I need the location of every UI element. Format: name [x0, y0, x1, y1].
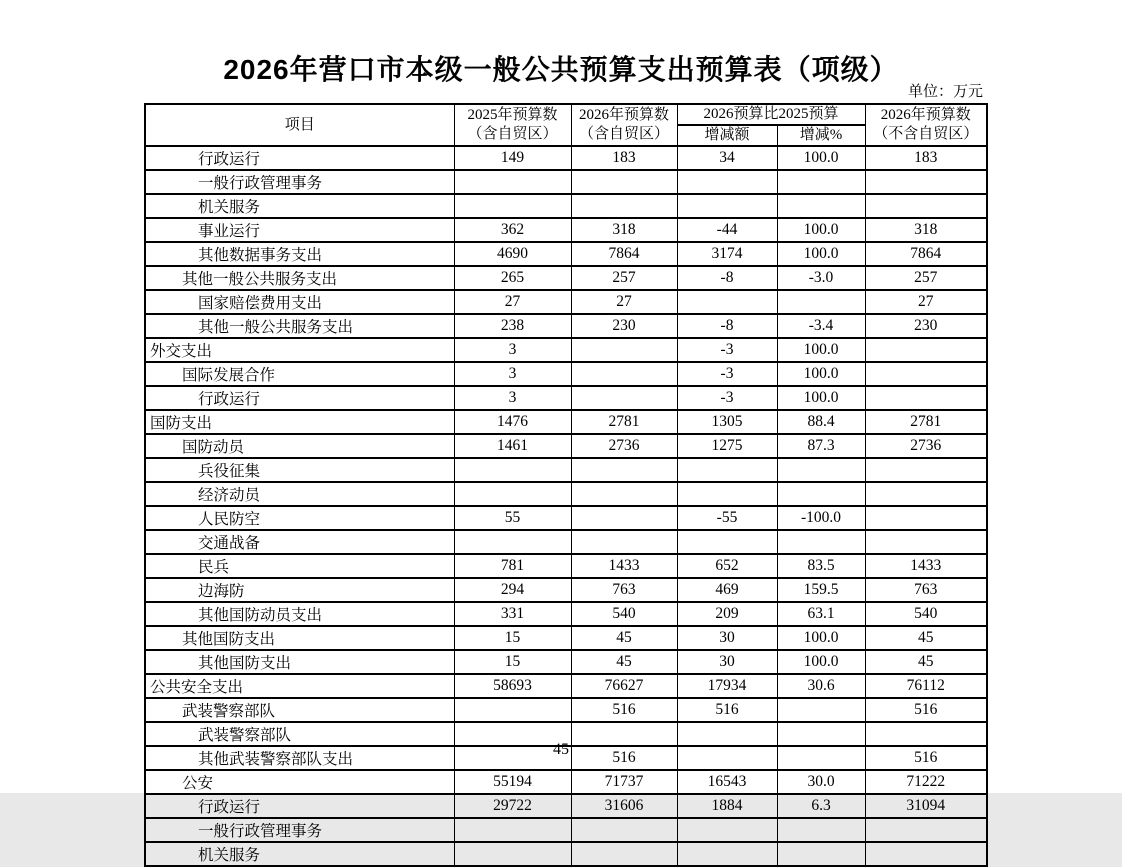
item-cell: 公安 [145, 770, 454, 794]
item-cell: 其他国防支出 [145, 626, 454, 650]
cell-2025-incl: 15 [454, 650, 571, 674]
item-cell: 行政运行 [145, 146, 454, 170]
table-row [145, 170, 987, 194]
table-row [145, 698, 987, 722]
item-cell: 民兵 [145, 554, 454, 578]
cell-2025-incl [454, 482, 571, 506]
item-cell: 机关服务 [145, 194, 454, 218]
cell-2026-excl [865, 170, 987, 194]
cell-pct: 100.0 [777, 650, 865, 674]
cell-2025-incl: 362 [454, 218, 571, 242]
cell-pct: -3.0 [777, 266, 865, 290]
table-row [145, 218, 987, 242]
cell-delta [677, 530, 777, 554]
cell-pct: 100.0 [777, 362, 865, 386]
cell-2026-excl: 76112 [865, 674, 987, 698]
cell-2026-incl: 516 [571, 698, 677, 722]
col-header-2025-incl [454, 104, 571, 146]
cell-2026-excl [865, 386, 987, 410]
cell-2026-excl: 183 [865, 146, 987, 170]
item-cell: 其他数据事务支出 [145, 242, 454, 266]
cell-delta: 34 [677, 146, 777, 170]
item-cell: 边海防 [145, 578, 454, 602]
table-row [145, 482, 987, 506]
cell-pct [777, 290, 865, 314]
cell-2025-incl: 3 [454, 362, 571, 386]
cell-pct [777, 482, 865, 506]
cell-2025-incl: 781 [454, 554, 571, 578]
item-cell: 其他武装警察部队支出 [145, 746, 454, 770]
cell-2026-excl [865, 458, 987, 482]
col-header-2026-excl [865, 104, 987, 146]
cell-delta: 516 [677, 698, 777, 722]
cell-2026-incl: 7864 [571, 242, 677, 266]
item-cell: 外交支出 [145, 338, 454, 362]
cell-2025-incl: 331 [454, 602, 571, 626]
cell-pct: -3.4 [777, 314, 865, 338]
cell-delta [677, 170, 777, 194]
table-row [145, 146, 987, 170]
cell-delta: -44 [677, 218, 777, 242]
cell-delta [677, 290, 777, 314]
cell-pct [777, 170, 865, 194]
item-cell: 其他一般公共服务支出 [145, 266, 454, 290]
cell-pct: 100.0 [777, 626, 865, 650]
cell-2026-excl [865, 338, 987, 362]
item-cell: 国防动员 [145, 434, 454, 458]
cell-2026-excl: 2781 [865, 410, 987, 434]
cell-2026-incl: 230 [571, 314, 677, 338]
cell-2025-incl: 3 [454, 386, 571, 410]
cell-2026-excl: 763 [865, 578, 987, 602]
cell-2026-incl: 318 [571, 218, 677, 242]
cell-2025-incl [454, 842, 571, 866]
cell-2026-incl [571, 818, 677, 842]
cell-pct: 6.3 [777, 794, 865, 818]
cell-pct [777, 458, 865, 482]
cell-delta [677, 818, 777, 842]
table-row [145, 650, 987, 674]
cell-2026-incl: 516 [571, 746, 677, 770]
cell-2026-excl: 71222 [865, 770, 987, 794]
cell-2026-incl: 1433 [571, 554, 677, 578]
cell-pct: 100.0 [777, 242, 865, 266]
col-header-pct: 增减% [777, 125, 865, 146]
table-row [145, 458, 987, 482]
cell-delta [677, 194, 777, 218]
item-cell: 人民防空 [145, 506, 454, 530]
item-cell: 经济动员 [145, 482, 454, 506]
cell-2026-excl [865, 530, 987, 554]
item-cell: 兵役征集 [145, 458, 454, 482]
cell-pct: 100.0 [777, 338, 865, 362]
item-cell: 行政运行 [145, 794, 454, 818]
cell-2025-incl [454, 458, 571, 482]
col-header-2025-incl-line1: 2025年预算数 [467, 107, 558, 123]
col-header-2025-incl-line2: （含自贸区） [467, 126, 558, 142]
table-row [145, 554, 987, 578]
table-row [145, 194, 987, 218]
col-header-2026-excl-line2: （不含自贸区） [873, 126, 979, 142]
cell-pct: 159.5 [777, 578, 865, 602]
cell-2025-incl: 58693 [454, 674, 571, 698]
cell-delta [677, 458, 777, 482]
cell-pct [777, 194, 865, 218]
cell-delta: 1305 [677, 410, 777, 434]
item-cell: 行政运行 [145, 386, 454, 410]
cell-2026-excl: 230 [865, 314, 987, 338]
cell-pct: 100.0 [777, 146, 865, 170]
cell-2026-incl [571, 458, 677, 482]
item-cell: 其他国防动员支出 [145, 602, 454, 626]
item-cell: 其他一般公共服务支出 [145, 314, 454, 338]
table-row [145, 674, 987, 698]
cell-2026-incl: 71737 [571, 770, 677, 794]
cell-delta: -55 [677, 506, 777, 530]
cell-delta: -8 [677, 314, 777, 338]
col-header-2026-excl-line1: 2026年预算数 [880, 107, 971, 123]
cell-2026-excl: 540 [865, 602, 987, 626]
cell-2025-incl: 55194 [454, 770, 571, 794]
table-row [145, 338, 987, 362]
cell-2026-incl [571, 482, 677, 506]
cell-pct: 83.5 [777, 554, 865, 578]
cell-delta: -3 [677, 386, 777, 410]
item-cell: 国防支出 [145, 410, 454, 434]
table-row [145, 266, 987, 290]
page-number: 45 [553, 741, 569, 758]
unit-label: 单位：万元 [907, 84, 983, 100]
cell-2026-excl: 27 [865, 290, 987, 314]
cell-2026-excl: 516 [865, 746, 987, 770]
cell-2026-incl: 76627 [571, 674, 677, 698]
cell-2025-incl: 238 [454, 314, 571, 338]
cell-delta: 469 [677, 578, 777, 602]
cell-2025-incl [454, 818, 571, 842]
cell-pct [777, 818, 865, 842]
col-header-compare-group: 2026预算比2025预算 [677, 104, 865, 125]
col-header-2026-incl-line1: 2026年预算数 [578, 107, 669, 123]
cell-2026-incl [571, 386, 677, 410]
cell-2025-incl [454, 530, 571, 554]
table-row [145, 626, 987, 650]
cell-pct: 100.0 [777, 386, 865, 410]
item-cell: 其他国防支出 [145, 650, 454, 674]
cell-2026-incl [571, 506, 677, 530]
table-row [145, 362, 987, 386]
item-cell: 一般行政管理事务 [145, 170, 454, 194]
cell-2026-incl [571, 194, 677, 218]
cell-2026-incl [571, 338, 677, 362]
cell-2026-incl: 45 [571, 650, 677, 674]
cell-delta: 17934 [677, 674, 777, 698]
cell-2026-incl: 763 [571, 578, 677, 602]
item-cell: 武装警察部队 [145, 722, 454, 746]
cell-pct [777, 698, 865, 722]
cell-pct: 87.3 [777, 434, 865, 458]
cell-delta: 3174 [677, 242, 777, 266]
cell-2026-incl: 2781 [571, 410, 677, 434]
cell-2026-excl: 2736 [865, 434, 987, 458]
cell-2025-incl: 294 [454, 578, 571, 602]
cell-2026-excl: 45 [865, 626, 987, 650]
table-row [145, 818, 987, 842]
cell-pct: 100.0 [777, 218, 865, 242]
cell-2025-incl: 149 [454, 146, 571, 170]
cell-2026-incl: 257 [571, 266, 677, 290]
cell-delta: -3 [677, 338, 777, 362]
cell-2026-incl [571, 842, 677, 866]
table-row [145, 578, 987, 602]
table-row [145, 794, 987, 818]
cell-delta: -3 [677, 362, 777, 386]
col-header-delta: 增减额 [677, 125, 777, 146]
cell-2025-incl [454, 170, 571, 194]
cell-2026-excl: 31094 [865, 794, 987, 818]
cell-2026-incl: 45 [571, 626, 677, 650]
cell-pct [777, 842, 865, 866]
cell-2026-incl [571, 362, 677, 386]
cell-delta: 30 [677, 626, 777, 650]
cell-2025-incl [454, 698, 571, 722]
item-cell: 公共安全支出 [145, 674, 454, 698]
cell-2025-incl: 4690 [454, 242, 571, 266]
item-cell: 国际发展合作 [145, 362, 454, 386]
table-row [145, 290, 987, 314]
cell-2026-excl: 45 [865, 650, 987, 674]
cell-2026-excl: 516 [865, 698, 987, 722]
cell-delta: -8 [677, 266, 777, 290]
table-row [145, 530, 987, 554]
col-header-item: 项目 [145, 104, 454, 146]
item-cell: 一般行政管理事务 [145, 818, 454, 842]
cell-delta: 30 [677, 650, 777, 674]
cell-delta: 209 [677, 602, 777, 626]
cell-pct: 63.1 [777, 602, 865, 626]
cell-pct: -100.0 [777, 506, 865, 530]
table-row [145, 242, 987, 266]
cell-2025-incl: 265 [454, 266, 571, 290]
cell-delta: 1884 [677, 794, 777, 818]
cell-pct: 30.6 [777, 674, 865, 698]
table-row [145, 506, 987, 530]
header-row-1 [145, 104, 987, 125]
table-row [145, 770, 987, 794]
item-cell: 机关服务 [145, 842, 454, 866]
cell-2026-excl [865, 194, 987, 218]
cell-2026-excl [865, 362, 987, 386]
cell-2026-incl: 540 [571, 602, 677, 626]
cell-2026-excl [865, 842, 987, 866]
page-title: 2026年营口市本级一般公共预算支出预算表（项级） [223, 54, 899, 85]
cell-2026-incl: 183 [571, 146, 677, 170]
cell-delta [677, 842, 777, 866]
cell-2026-excl: 1433 [865, 554, 987, 578]
cell-2026-incl [571, 530, 677, 554]
table-row [145, 314, 987, 338]
budget-table-header [145, 104, 987, 146]
cell-2026-excl [865, 818, 987, 842]
cell-2025-incl: 3 [454, 338, 571, 362]
cell-2026-excl [865, 506, 987, 530]
col-header-2026-incl-line2: （含自贸区） [578, 126, 669, 142]
cell-2025-incl: 55 [454, 506, 571, 530]
table-row [145, 842, 987, 866]
table-row [145, 410, 987, 434]
cell-2025-incl [454, 194, 571, 218]
item-cell: 国家赔偿费用支出 [145, 290, 454, 314]
cell-2026-excl: 318 [865, 218, 987, 242]
item-cell: 事业运行 [145, 218, 454, 242]
cell-pct: 30.0 [777, 770, 865, 794]
cell-2026-excl: 257 [865, 266, 987, 290]
cell-delta: 16543 [677, 770, 777, 794]
cell-2026-incl [571, 170, 677, 194]
cell-pct [777, 530, 865, 554]
table-row [145, 434, 987, 458]
col-header-2026-incl [571, 104, 677, 146]
item-cell: 交通战备 [145, 530, 454, 554]
cell-delta [677, 482, 777, 506]
table-row [145, 602, 987, 626]
item-cell: 武装警察部队 [145, 698, 454, 722]
cell-2026-incl: 31606 [571, 794, 677, 818]
cell-2026-excl [865, 482, 987, 506]
cell-2025-incl: 15 [454, 626, 571, 650]
cell-pct: 88.4 [777, 410, 865, 434]
cell-2025-incl: 27 [454, 290, 571, 314]
cell-delta: 652 [677, 554, 777, 578]
cell-2025-incl: 1476 [454, 410, 571, 434]
cell-2026-incl: 27 [571, 290, 677, 314]
table-row [145, 386, 987, 410]
cell-delta: 1275 [677, 434, 777, 458]
cell-2025-incl: 29722 [454, 794, 571, 818]
cell-2025-incl: 1461 [454, 434, 571, 458]
cell-2026-incl: 2736 [571, 434, 677, 458]
cell-2026-excl: 7864 [865, 242, 987, 266]
